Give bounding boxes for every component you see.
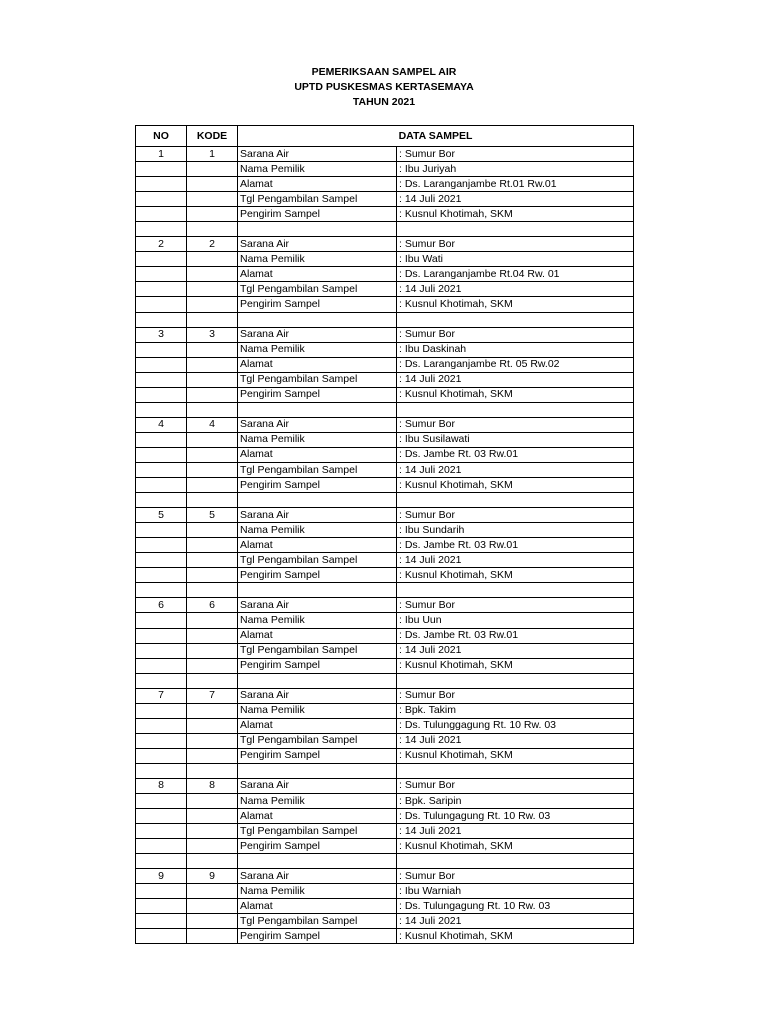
cell-kode <box>187 462 238 477</box>
cell-field-value: : Ibu Sundarih <box>397 523 634 538</box>
cell-no: 1 <box>136 147 187 162</box>
cell-no: 7 <box>136 688 187 703</box>
table-row <box>136 342 634 357</box>
cell-no <box>136 297 187 312</box>
table-row <box>136 553 634 568</box>
cell-field-value: : Ibu Uun <box>397 613 634 628</box>
cell-no <box>136 192 187 207</box>
cell-kode: 6 <box>187 598 238 613</box>
empty-cell <box>397 312 634 327</box>
cell-kode <box>187 192 238 207</box>
cell-field-label: Tgl Pengambilan Sampel <box>238 553 397 568</box>
cell-kode <box>187 432 238 447</box>
table-row <box>136 462 634 477</box>
cell-field-label: Nama Pemilik <box>238 884 397 899</box>
cell-no <box>136 628 187 643</box>
cell-kode <box>187 538 238 553</box>
table-row <box>136 824 634 839</box>
cell-no: 8 <box>136 778 187 793</box>
cell-field-value: : Sumur Bor <box>397 508 634 523</box>
cell-field-label: Nama Pemilik <box>238 432 397 447</box>
table-row <box>136 327 634 342</box>
cell-kode <box>187 177 238 192</box>
cell-no <box>136 568 187 583</box>
header-data-sampel: DATA SAMPEL <box>238 126 634 147</box>
cell-no: 5 <box>136 508 187 523</box>
title-line-1: PEMERIKSAAN SAMPEL AIR <box>311 66 457 78</box>
empty-cell <box>397 854 634 869</box>
cell-field-label: Alamat <box>238 628 397 643</box>
cell-field-value: : 14 Juli 2021 <box>397 192 634 207</box>
table-row <box>136 733 634 748</box>
cell-field-label: Alamat <box>238 267 397 282</box>
title-line-3: TAHUN 2021 <box>352 96 416 108</box>
cell-kode <box>187 929 238 944</box>
table-row <box>136 703 634 718</box>
cell-kode <box>187 207 238 222</box>
cell-kode <box>187 357 238 372</box>
cell-field-label: Sarana Air <box>238 869 397 884</box>
cell-field-value: : Sumur Bor <box>397 417 634 432</box>
cell-field-label: Alamat <box>238 718 397 733</box>
table-row <box>136 929 634 944</box>
cell-kode <box>187 387 238 402</box>
cell-kode <box>187 282 238 297</box>
cell-field-label: Tgl Pengambilan Sampel <box>238 372 397 387</box>
table-row <box>136 914 634 929</box>
cell-no: 4 <box>136 417 187 432</box>
separator-row <box>136 673 634 688</box>
empty-cell <box>397 583 634 598</box>
cell-field-value: : Ibu Susilawati <box>397 432 634 447</box>
empty-cell <box>136 673 187 688</box>
cell-field-label: Pengirim Sampel <box>238 929 397 944</box>
cell-field-value: : Kusnul Khotimah, SKM <box>397 568 634 583</box>
table-row <box>136 207 634 222</box>
cell-no <box>136 252 187 267</box>
cell-field-value: : Kusnul Khotimah, SKM <box>397 297 634 312</box>
empty-cell <box>187 312 238 327</box>
cell-no <box>136 914 187 929</box>
table-row <box>136 748 634 763</box>
empty-cell <box>136 583 187 598</box>
cell-no <box>136 447 187 462</box>
cell-kode <box>187 658 238 673</box>
empty-cell <box>238 854 397 869</box>
cell-kode: 9 <box>187 869 238 884</box>
cell-kode <box>187 703 238 718</box>
cell-no <box>136 643 187 658</box>
cell-field-value: : Bpk. Saripin <box>397 794 634 809</box>
cell-no <box>136 929 187 944</box>
table-row <box>136 598 634 613</box>
table-row <box>136 357 634 372</box>
cell-kode: 2 <box>187 237 238 252</box>
cell-field-value: : 14 Juli 2021 <box>397 553 634 568</box>
cell-no <box>136 613 187 628</box>
empty-cell <box>238 673 397 688</box>
cell-field-value: : 14 Juli 2021 <box>397 372 634 387</box>
cell-no: 9 <box>136 869 187 884</box>
empty-cell <box>238 402 397 417</box>
cell-kode: 7 <box>187 688 238 703</box>
empty-cell <box>187 763 238 778</box>
table-body <box>136 147 634 944</box>
cell-field-label: Sarana Air <box>238 598 397 613</box>
cell-field-label: Nama Pemilik <box>238 162 397 177</box>
cell-field-value: : Kusnul Khotimah, SKM <box>397 929 634 944</box>
table-row <box>136 613 634 628</box>
table-row <box>136 643 634 658</box>
cell-no <box>136 387 187 402</box>
cell-kode: 4 <box>187 417 238 432</box>
empty-cell <box>187 402 238 417</box>
cell-field-label: Sarana Air <box>238 237 397 252</box>
cell-kode <box>187 748 238 763</box>
cell-no <box>136 824 187 839</box>
empty-cell <box>187 854 238 869</box>
cell-field-label: Pengirim Sampel <box>238 207 397 222</box>
table-row <box>136 508 634 523</box>
cell-field-label: Tgl Pengambilan Sampel <box>238 192 397 207</box>
table-row <box>136 192 634 207</box>
separator-row <box>136 583 634 598</box>
cell-field-value: : Ibu Warniah <box>397 884 634 899</box>
empty-cell <box>397 402 634 417</box>
cell-field-label: Nama Pemilik <box>238 523 397 538</box>
cell-kode <box>187 809 238 824</box>
cell-field-value: : Ds. Jambe Rt. 03 Rw.01 <box>397 447 634 462</box>
separator-row <box>136 222 634 237</box>
cell-no <box>136 357 187 372</box>
table-row <box>136 237 634 252</box>
separator-row <box>136 854 634 869</box>
cell-field-label: Pengirim Sampel <box>238 387 397 402</box>
cell-kode <box>187 162 238 177</box>
cell-kode <box>187 447 238 462</box>
cell-kode <box>187 839 238 854</box>
cell-kode <box>187 523 238 538</box>
cell-field-value: : Kusnul Khotimah, SKM <box>397 748 634 763</box>
cell-no <box>136 478 187 493</box>
separator-row <box>136 312 634 327</box>
table-row <box>136 417 634 432</box>
cell-field-value: : Kusnul Khotimah, SKM <box>397 839 634 854</box>
empty-cell <box>238 493 397 508</box>
cell-kode <box>187 613 238 628</box>
cell-field-value: : Bpk. Takim <box>397 703 634 718</box>
cell-field-label: Nama Pemilik <box>238 703 397 718</box>
cell-field-label: Alamat <box>238 538 397 553</box>
cell-field-label: Alamat <box>238 447 397 462</box>
table-row <box>136 869 634 884</box>
table-row <box>136 899 634 914</box>
cell-no: 3 <box>136 327 187 342</box>
cell-field-label: Nama Pemilik <box>238 252 397 267</box>
cell-field-value: : Kusnul Khotimah, SKM <box>397 658 634 673</box>
cell-field-label: Alamat <box>238 899 397 914</box>
cell-field-value: : Ds. Laranganjambe Rt.04 Rw. 01 <box>397 267 634 282</box>
table-row <box>136 778 634 793</box>
cell-field-label: Alamat <box>238 357 397 372</box>
cell-no <box>136 553 187 568</box>
cell-field-label: Pengirim Sampel <box>238 568 397 583</box>
table-row <box>136 372 634 387</box>
empty-cell <box>136 222 187 237</box>
empty-cell <box>238 763 397 778</box>
cell-field-value: : 14 Juli 2021 <box>397 824 634 839</box>
cell-field-value: : 14 Juli 2021 <box>397 914 634 929</box>
cell-field-value: : 14 Juli 2021 <box>397 643 634 658</box>
cell-kode <box>187 643 238 658</box>
cell-kode <box>187 824 238 839</box>
table-row <box>136 884 634 899</box>
table-row <box>136 688 634 703</box>
cell-field-label: Sarana Air <box>238 147 397 162</box>
empty-cell <box>136 493 187 508</box>
empty-cell <box>238 312 397 327</box>
cell-no <box>136 162 187 177</box>
header-kode: KODE <box>187 126 238 147</box>
cell-no <box>136 718 187 733</box>
cell-kode <box>187 568 238 583</box>
cell-no <box>136 703 187 718</box>
cell-no <box>136 899 187 914</box>
table-row <box>136 628 634 643</box>
cell-field-label: Tgl Pengambilan Sampel <box>238 282 397 297</box>
cell-no <box>136 282 187 297</box>
cell-kode <box>187 478 238 493</box>
cell-no <box>136 538 187 553</box>
cell-field-value: : Ds. Tulunggagung Rt. 10 Rw. 03 <box>397 718 634 733</box>
empty-cell <box>136 854 187 869</box>
cell-field-value: : Kusnul Khotimah, SKM <box>397 207 634 222</box>
cell-field-label: Nama Pemilik <box>238 613 397 628</box>
empty-cell <box>136 312 187 327</box>
cell-field-value: : Sumur Bor <box>397 237 634 252</box>
separator-row <box>136 763 634 778</box>
cell-field-value: : Ibu Juriyah <box>397 162 634 177</box>
cell-field-value: : Sumur Bor <box>397 869 634 884</box>
empty-cell <box>187 493 238 508</box>
empty-cell <box>238 583 397 598</box>
cell-kode <box>187 914 238 929</box>
cell-field-label: Sarana Air <box>238 688 397 703</box>
table-row <box>136 447 634 462</box>
cell-no <box>136 794 187 809</box>
cell-no <box>136 432 187 447</box>
cell-kode <box>187 267 238 282</box>
cell-kode: 8 <box>187 778 238 793</box>
cell-kode <box>187 884 238 899</box>
title-line-2: UPTD PUSKESMAS KERTASEMAYA <box>294 81 474 93</box>
cell-field-value: : Kusnul Khotimah, SKM <box>397 478 634 493</box>
cell-no: 2 <box>136 237 187 252</box>
cell-no <box>136 809 187 824</box>
cell-field-label: Alamat <box>238 809 397 824</box>
table-row <box>136 432 634 447</box>
cell-field-value: : Sumur Bor <box>397 327 634 342</box>
empty-cell <box>397 222 634 237</box>
cell-field-label: Tgl Pengambilan Sampel <box>238 643 397 658</box>
cell-field-label: Tgl Pengambilan Sampel <box>238 914 397 929</box>
cell-no <box>136 884 187 899</box>
cell-field-value: : 14 Juli 2021 <box>397 733 634 748</box>
sample-table <box>135 125 634 944</box>
cell-field-label: Tgl Pengambilan Sampel <box>238 462 397 477</box>
cell-field-label: Pengirim Sampel <box>238 658 397 673</box>
cell-no <box>136 748 187 763</box>
cell-field-value: : 14 Juli 2021 <box>397 282 634 297</box>
cell-no <box>136 207 187 222</box>
cell-kode <box>187 342 238 357</box>
cell-field-label: Nama Pemilik <box>238 794 397 809</box>
cell-field-value: : Ds. Jambe Rt. 03 Rw.01 <box>397 538 634 553</box>
cell-field-label: Pengirim Sampel <box>238 297 397 312</box>
cell-field-label: Pengirim Sampel <box>238 478 397 493</box>
table-row <box>136 147 634 162</box>
cell-field-value: : Ds. Laranganjambe Rt. 05 Rw.02 <box>397 357 634 372</box>
cell-kode <box>187 297 238 312</box>
table-row <box>136 297 634 312</box>
cell-kode <box>187 794 238 809</box>
cell-field-value: : 14 Juli 2021 <box>397 462 634 477</box>
table-header-row <box>136 126 634 147</box>
cell-no <box>136 372 187 387</box>
table-row <box>136 839 634 854</box>
cell-field-label: Sarana Air <box>238 417 397 432</box>
empty-cell <box>136 763 187 778</box>
empty-cell <box>238 222 397 237</box>
separator-row <box>136 493 634 508</box>
cell-no <box>136 523 187 538</box>
cell-no <box>136 733 187 748</box>
table-row <box>136 568 634 583</box>
cell-field-value: : Kusnul Khotimah, SKM <box>397 387 634 402</box>
cell-kode: 1 <box>187 147 238 162</box>
cell-field-label: Sarana Air <box>238 327 397 342</box>
cell-kode <box>187 733 238 748</box>
cell-kode <box>187 628 238 643</box>
table-row <box>136 658 634 673</box>
cell-field-value: : Sumur Bor <box>397 147 634 162</box>
cell-field-value: : Ds. Tulungagung Rt. 10 Rw. 03 <box>397 899 634 914</box>
cell-field-label: Pengirim Sampel <box>238 839 397 854</box>
cell-field-value: : Ibu Wati <box>397 252 634 267</box>
table-row <box>136 809 634 824</box>
cell-field-label: Tgl Pengambilan Sampel <box>238 733 397 748</box>
cell-kode <box>187 372 238 387</box>
separator-row <box>136 402 634 417</box>
cell-field-value: : Sumur Bor <box>397 688 634 703</box>
cell-no <box>136 658 187 673</box>
table-row <box>136 177 634 192</box>
cell-field-value: : Ds. Tulungagung Rt. 10 Rw. 03 <box>397 809 634 824</box>
table-row <box>136 478 634 493</box>
cell-no <box>136 342 187 357</box>
cell-field-value: : Ds. Laranganjambe Rt.01 Rw.01 <box>397 177 634 192</box>
cell-kode <box>187 899 238 914</box>
cell-field-label: Sarana Air <box>238 508 397 523</box>
empty-cell <box>397 763 634 778</box>
cell-field-label: Pengirim Sampel <box>238 748 397 763</box>
cell-kode <box>187 718 238 733</box>
table-row <box>136 252 634 267</box>
cell-no <box>136 462 187 477</box>
empty-cell <box>136 402 187 417</box>
table-row <box>136 282 634 297</box>
cell-no <box>136 267 187 282</box>
empty-cell <box>397 673 634 688</box>
cell-no <box>136 839 187 854</box>
cell-field-label: Nama Pemilik <box>238 342 397 357</box>
table-row <box>136 794 634 809</box>
empty-cell <box>187 583 238 598</box>
cell-field-label: Sarana Air <box>238 778 397 793</box>
cell-field-value: : Sumur Bor <box>397 598 634 613</box>
cell-field-value: : Sumur Bor <box>397 778 634 793</box>
cell-field-label: Tgl Pengambilan Sampel <box>238 824 397 839</box>
cell-no <box>136 177 187 192</box>
cell-no: 6 <box>136 598 187 613</box>
empty-cell <box>187 222 238 237</box>
table-row <box>136 718 634 733</box>
empty-cell <box>397 493 634 508</box>
table-row <box>136 523 634 538</box>
table-row <box>136 162 634 177</box>
empty-cell <box>187 673 238 688</box>
cell-field-label: Alamat <box>238 177 397 192</box>
cell-kode <box>187 252 238 267</box>
table-row <box>136 267 634 282</box>
cell-kode: 3 <box>187 327 238 342</box>
table-row <box>136 538 634 553</box>
cell-kode: 5 <box>187 508 238 523</box>
table-row <box>136 387 634 402</box>
cell-field-value: : Ds. Jambe Rt. 03 Rw.01 <box>397 628 634 643</box>
header-no: NO <box>136 126 187 147</box>
cell-kode <box>187 553 238 568</box>
cell-field-value: : Ibu Daskinah <box>397 342 634 357</box>
